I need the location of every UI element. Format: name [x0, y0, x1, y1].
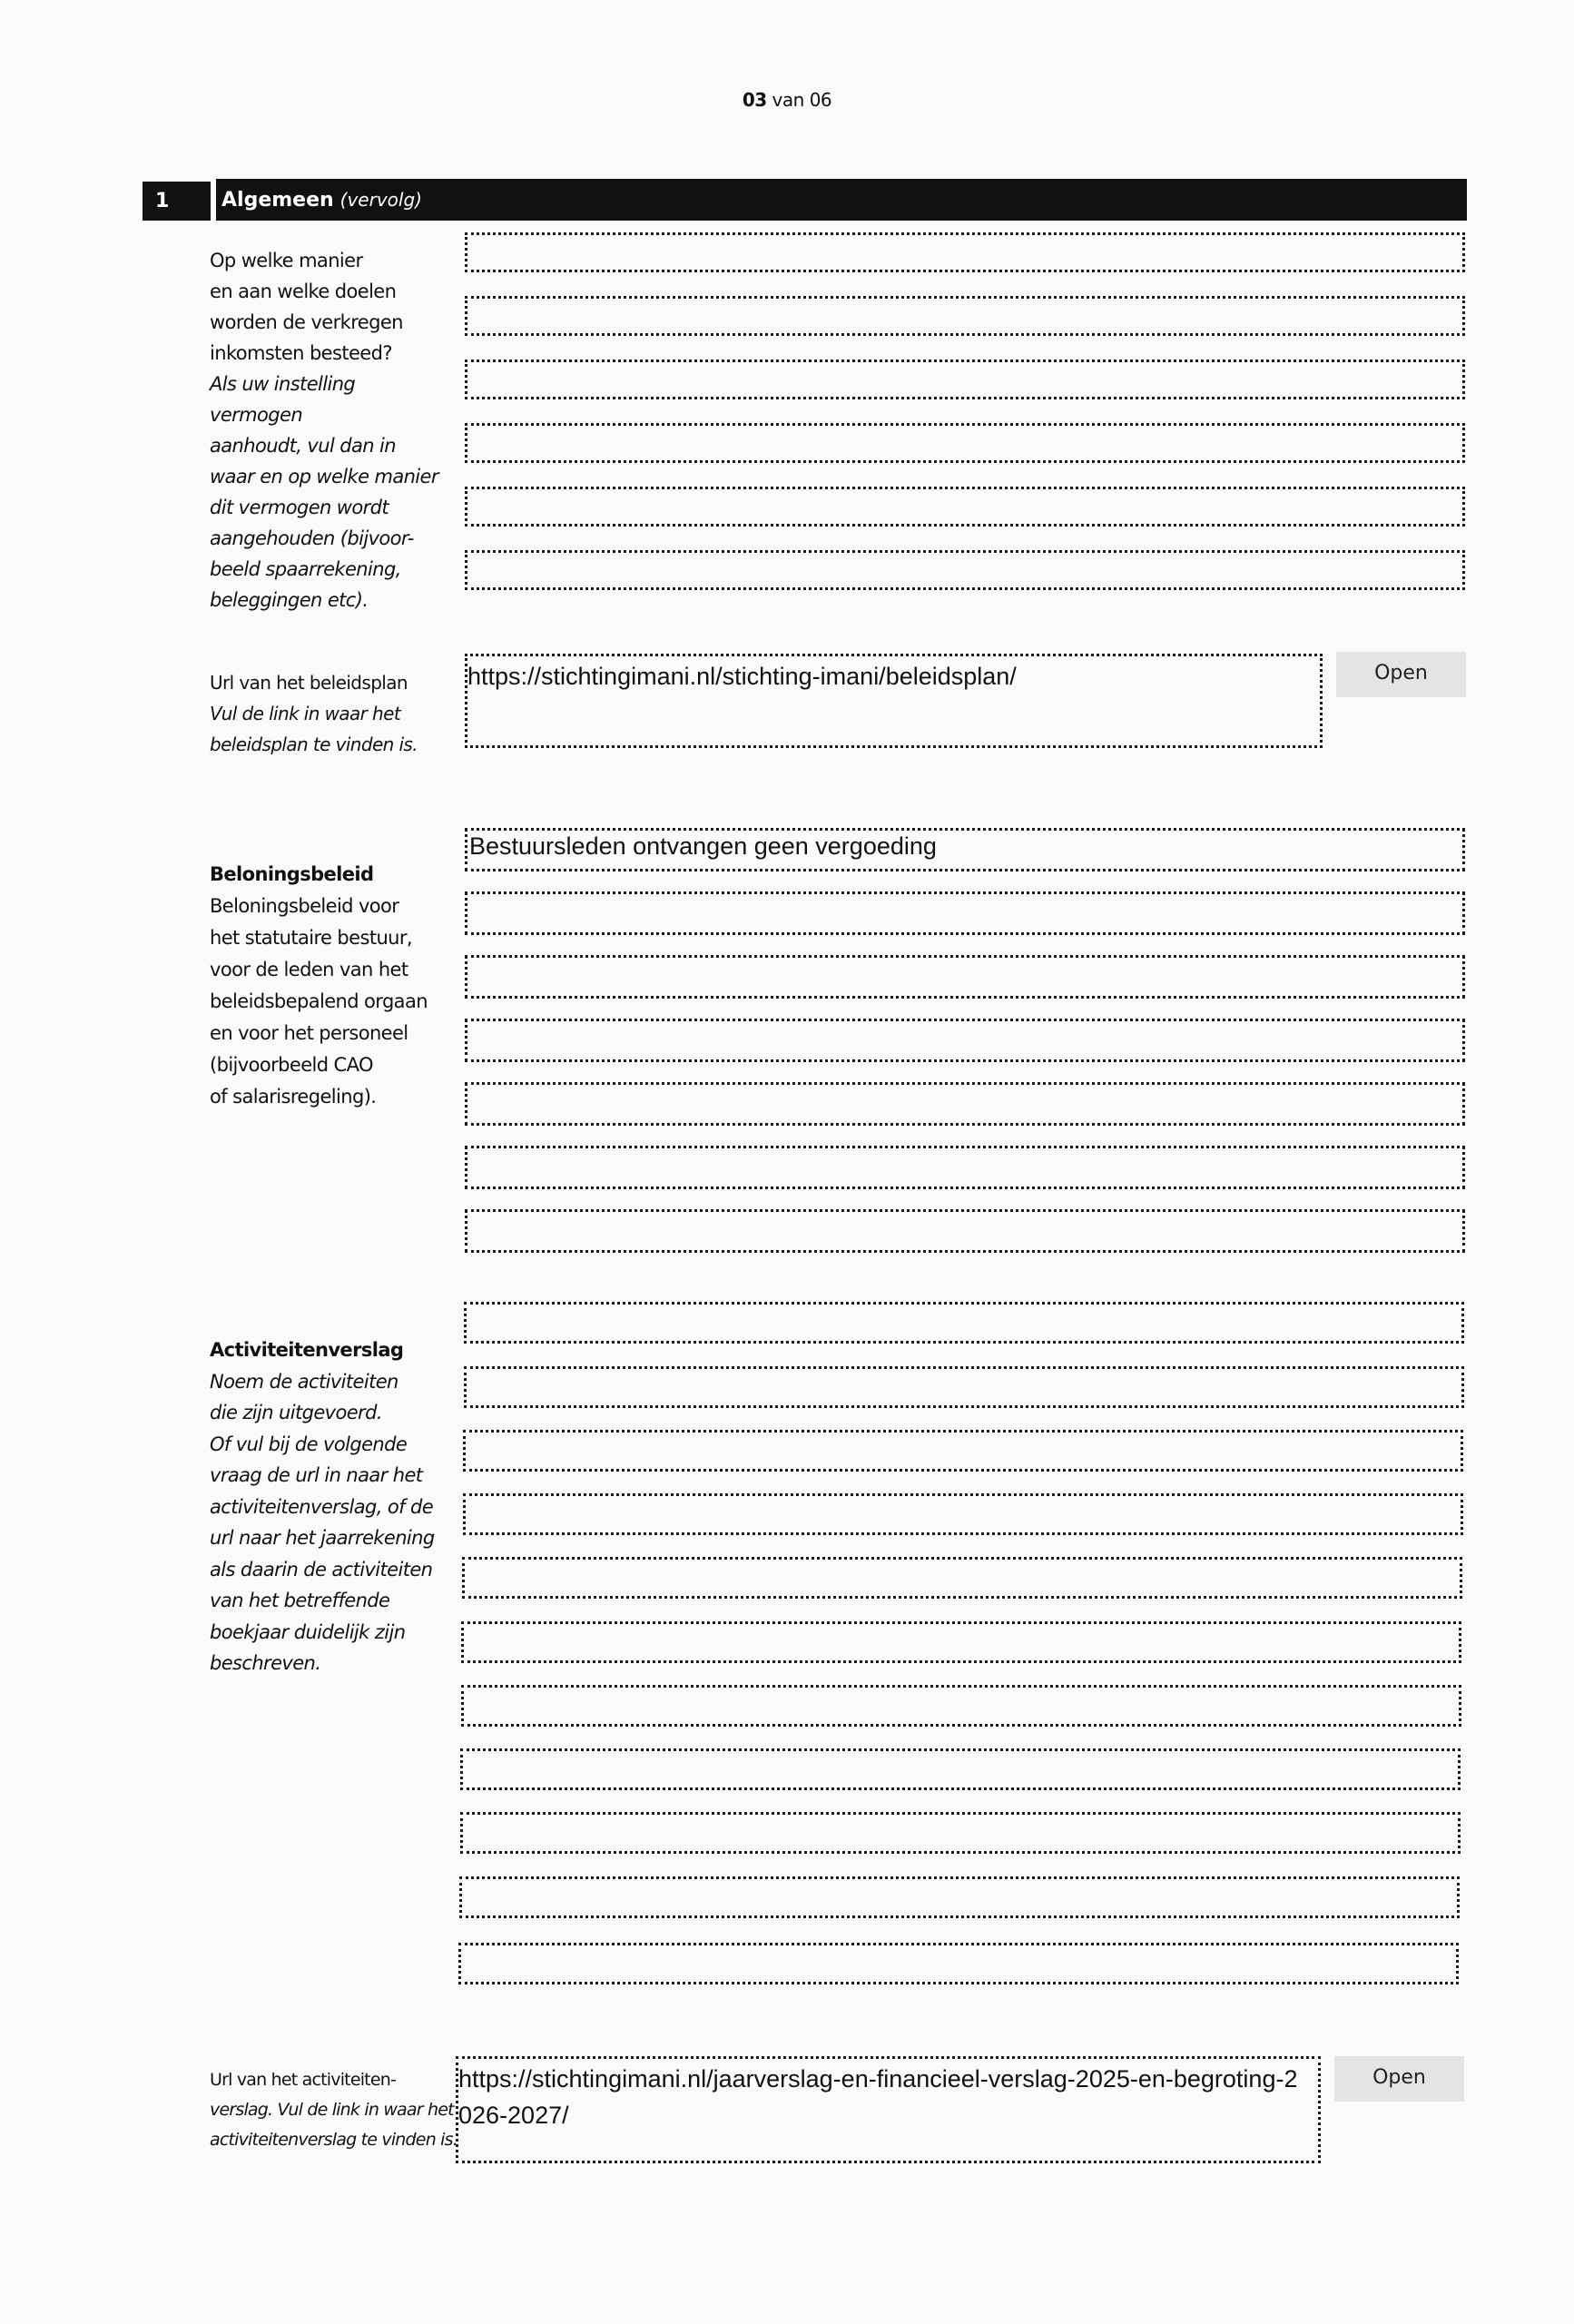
- activiteitenverslag-hint-line: die zijn uitgevoerd.: [210, 1402, 382, 1423]
- besteding-field-1[interactable]: [465, 232, 1465, 272]
- activiteitenverslag-field-1[interactable]: [464, 1302, 1464, 1344]
- beloningsbeleid-field-1[interactable]: [465, 828, 1465, 872]
- besteding-hint-line: dit vermogen wordt: [210, 497, 389, 518]
- activiteitenverslag-hint-line: vraag de url in naar het: [210, 1464, 423, 1486]
- beleidsplan-open-button[interactable]: Open: [1336, 652, 1466, 697]
- besteding-field-5[interactable]: [465, 487, 1465, 527]
- besteding-field-2[interactable]: [465, 296, 1465, 336]
- section-number: 1: [143, 182, 211, 221]
- section-subtitle: (vervolg): [339, 189, 422, 211]
- besteding-label-line: worden de verkregen: [210, 311, 403, 333]
- besteding-label-line: en aan welke doelen: [210, 281, 397, 302]
- besteding-hint-line: aangehouden (bijvoor-: [210, 527, 414, 549]
- activiteitenverslag-url-label: [210, 2065, 464, 2155]
- beloningsbeleid-field-7[interactable]: [465, 1209, 1465, 1253]
- activiteitenverslag-field-4[interactable]: [463, 1493, 1463, 1535]
- activiteitenverslag-field-8[interactable]: [460, 1748, 1461, 1790]
- activiteitenverslag-url-label-line: Url van het activiteiten-: [210, 2070, 397, 2090]
- activiteitenverslag-field-7[interactable]: [461, 1685, 1461, 1727]
- activiteitenverslag-field-9[interactable]: [460, 1812, 1461, 1854]
- activiteitenverslag-label: [210, 1334, 446, 1679]
- activiteitenverslag-hint-line: Of vul bij de volgende: [210, 1433, 408, 1455]
- activiteitenverslag-url-field[interactable]: [456, 2056, 1321, 2163]
- activiteitenverslag-title: Activiteitenverslag: [210, 1339, 404, 1361]
- beloningsbeleid-label-line: en voor het personeel: [210, 1022, 408, 1044]
- beloningsbeleid-label-line: (bijvoorbeeld CAO: [210, 1054, 373, 1076]
- section-title: Algemeen: [221, 189, 334, 212]
- besteding-label-line: inkomsten besteed?: [210, 342, 392, 364]
- activiteitenverslag-hint-line: als daarin de activiteiten: [210, 1558, 433, 1581]
- activiteitenverslag-field-5[interactable]: [462, 1557, 1462, 1599]
- activiteitenverslag-open-button[interactable]: Open: [1334, 2056, 1464, 2102]
- besteding-hint-line: aanhoudt, vul dan in: [210, 435, 397, 457]
- page-current: 03: [742, 89, 767, 111]
- besteding-field-3[interactable]: [465, 359, 1465, 399]
- beloningsbeleid-field-6[interactable]: [465, 1146, 1465, 1189]
- activiteitenverslag-url-hint-line: verslag. Vul de link in waar het: [210, 2100, 454, 2120]
- beloningsbeleid-field-3[interactable]: [465, 955, 1465, 999]
- field-value: Bestuursleden ontvangen geen vergoeding: [469, 832, 937, 860]
- beleidsplan-url-value: https://stichtingimani.nl/stichting-imani/beleidsplan/: [467, 663, 1017, 690]
- activiteitenverslag-url-hint-line: activiteitenverslag te vinden is.: [210, 2130, 457, 2150]
- besteding-hint-line: beleggingen etc).: [210, 589, 369, 611]
- beloningsbeleid-label-line: beleidsbepalend orgaan: [210, 990, 428, 1012]
- beloningsbeleid-field-5[interactable]: [465, 1082, 1465, 1126]
- besteding-hint-line: waar en op welke manier: [210, 466, 438, 487]
- beloningsbeleid-title: Beloningsbeleid: [210, 863, 374, 885]
- besteding-label: [210, 245, 446, 615]
- beleidsplan-hint-line: Vul de link in waar het: [210, 703, 401, 724]
- beloningsbeleid-label-line: Beloningsbeleid voor: [210, 895, 399, 917]
- beloningsbeleid-label: [210, 859, 446, 1113]
- activiteitenverslag-hint-line: url naar het jaarrekening: [210, 1527, 435, 1549]
- besteding-hint-line: Als uw instelling vermogen: [210, 373, 356, 426]
- beleidsplan-url-field[interactable]: [465, 654, 1323, 748]
- activiteitenverslag-hint-line: Noem de activiteiten: [210, 1370, 398, 1393]
- activiteitenverslag-hint-line: beschreven.: [210, 1652, 321, 1674]
- activiteitenverslag-field-2[interactable]: [464, 1366, 1464, 1408]
- activiteitenverslag-field-10[interactable]: [459, 1876, 1460, 1918]
- beleidsplan-label: [210, 667, 446, 760]
- page-total: 06: [809, 89, 832, 111]
- activiteitenverslag-hint-line: boekjaar duidelijk zijn: [210, 1620, 406, 1643]
- activiteitenverslag-field-11[interactable]: [458, 1943, 1459, 1984]
- besteding-hint-line: beeld spaarrekening,: [210, 558, 401, 580]
- activiteitenverslag-field-6[interactable]: [461, 1621, 1461, 1663]
- activiteitenverslag-hint-line: activiteitenverslag, of de: [210, 1495, 434, 1518]
- beleidsplan-label-line: Url van het beleidsplan: [210, 672, 408, 694]
- beloningsbeleid-field-4[interactable]: [465, 1019, 1465, 1062]
- besteding-field-6[interactable]: [465, 550, 1465, 590]
- page-separator: van: [772, 89, 804, 111]
- beleidsplan-hint-line: beleidsplan te vinden is.: [210, 734, 418, 755]
- beloningsbeleid-field-2[interactable]: [465, 891, 1465, 935]
- activiteitenverslag-field-3[interactable]: [463, 1430, 1463, 1472]
- page-number: [0, 89, 1574, 111]
- beloningsbeleid-label-line: of salarisregeling).: [210, 1086, 377, 1108]
- besteding-label-line: Op welke manier: [210, 250, 363, 271]
- activiteitenverslag-hint-line: van het betreffende: [210, 1590, 390, 1611]
- activiteitenverslag-url-value: https://stichtingimani.nl/jaarverslag-en-financieel-verslag-2025-en-begroting-2026-2027/: [458, 2065, 1298, 2129]
- beloningsbeleid-label-line: het statutaire bestuur,: [210, 927, 412, 949]
- section-header: [216, 179, 1467, 221]
- beloningsbeleid-label-line: voor de leden van het: [210, 959, 408, 980]
- besteding-field-4[interactable]: [465, 423, 1465, 463]
